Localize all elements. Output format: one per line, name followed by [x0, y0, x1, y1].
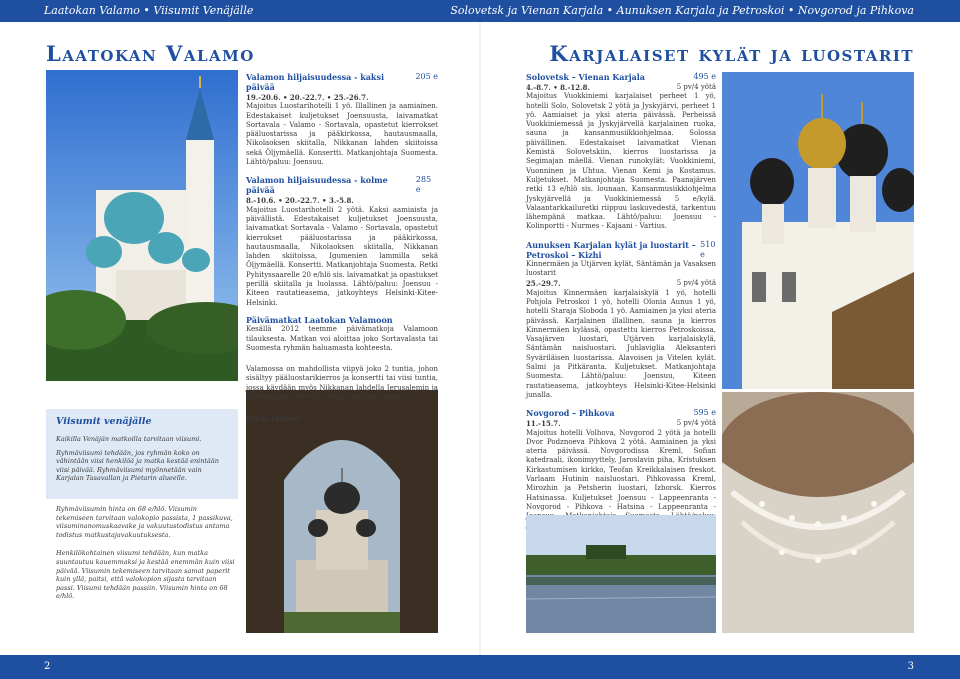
- trip-entry: [246, 175, 438, 308]
- page-number-left: 2: [44, 661, 51, 672]
- trip-dates: 8.-10.6. • 20.-22.7. • 3.-5.8.: [246, 196, 354, 206]
- right-text-column: [526, 72, 716, 536]
- right-page-title: Karjalaiset kylät ja luostarit: [549, 41, 914, 66]
- trip-description: Majoitus Kinnermäen karjalaiskylä 1 yö, hotelli Pohjola Petroskoi 1 yö, hotelli Olonia Aunus 1 yö, hotelli Staraja Sloboda 1 yö. Aamiainen ja yksi ateria päivässä. Karjalainen illallinen, sauna ja kierros Kinnermäen kylässä, opastettu kierros Petroskoissa, Vasajärven luostari, Utjärven karjalaiskylä, Säntämän naisluostari. Juhlaviglia Aleksanteri Syväriläisen luostarissa. Alavoisen ja Vitelen kylät. Salmi ja Pitkäranta. Kuljetukset. Matkanjohtaja Suomesta. Lähtö/paluu: Joensuu, Kiteen rautatieasema, jatkoyhteys Helsinki-Kitee-Helsinki junalla.: [526, 288, 716, 399]
- trip-duration: 5 pv/4 yötä: [676, 279, 716, 288]
- daytrip-extra: Valamossa on mahdollista viipyä joko 2 tuntia, johon sisältyy pääluostarikierros ja konsertti tai viisi tuntia, jossa käydään myös Nikkanan lahdella Jerusalemin ja Getsemanen skiitoilla, sekä nautitaan lounas.: [246, 365, 438, 402]
- visa-box-paragraph: Ryhmäviisumi tehdään, jos ryhmän koko on vähintään viisi henkilöä ja matka kestää enintään viisi päivää. Ryhmäviisumi myönnetään vain Karjalan Tasavallan ja Pietarin alueelle.: [56, 448, 219, 483]
- trip-dates: 19.-20.6. • 20.-22.7. • 25.-26.7.: [246, 93, 369, 102]
- photo-river-village: [526, 515, 716, 633]
- trip-dates: 25.-29.7.: [526, 279, 561, 289]
- photo-valaam-monastery: [46, 70, 238, 381]
- trip-entry: [526, 240, 716, 400]
- daytrip-title: Päivämatkat Laatokan Valamoon: [246, 314, 393, 325]
- top-bar: [0, 0, 960, 22]
- trip-description: Majoitus Luostarihotelli 1 yö. Illallinen ja aamiainen. Edestakaiset kuljetukset Joensuusta, laivamatkat Sortavala - Valamo - Sortavala, opastetut kierrokset pääluostarissa ja pääkirkossa, hautausmaalla, Nikolaoksen skiitalla, Nikkanan lahden skiitoissa sekä Öljymäellä. Konsertti. Matkanjohtaja Suomesta. Lähtö/paluu: Joensuu.: [246, 102, 438, 167]
- trip-title: Aunuksen Karjalan kylät ja luostarit – Petroskoi – Kizhi: [526, 239, 696, 260]
- trip-subtitle: Kinnermäen ja Utjärven kylät, Säntämän ja Vasaksen luostarit: [526, 259, 716, 278]
- daytrip-description: Kesällä 2012 teemme päivämatkoja Valamoon tilauksesta. Matkan voi aloittaa joko Sortavalasta tai Suomesta ryhmän haluamasta kohteesta.: [246, 325, 438, 352]
- page-spine: [479, 22, 481, 655]
- trip-price: 285 e: [415, 175, 432, 195]
- photo-cathedral-domes: [722, 72, 914, 389]
- trip-entry: [526, 408, 716, 531]
- trip-description: Majoitus hotelli Volhova, Novgorod 2 yötä ja hotelli Dvor Podznoeva Pihkova 2 yötä. Aamiainen ja yksi ateria päivässä. Novgorodissa Kreml, Sofian katedraali, ikonimyyttely, Jaroslavin piha, Kristuksen Kirkastumisen kirkko, Teofan Kreikkalaisen freskot. Varlaam Hutinin naisluostari. Pihkovassa Kreml, Mirozhin ja Petsherin luostari, Izborsk. Kierros Hatsinassa. Kuljetukset Joensuu - Lappeenranta - Novgorod - Pihkova - Hatsina - Lappeenranta -: [526, 428, 716, 511]
- left-text-column: [246, 72, 438, 424]
- left-page-title: Laatokan Valamo: [46, 41, 255, 66]
- ask-offer: Pyydä tarjous!: [246, 414, 303, 424]
- photo-church-through-arch: [246, 390, 438, 633]
- header-left: Laatokan Valamo • Viisumit Venäjälle: [44, 4, 254, 17]
- trip-description: Majoitus Luostarihotelli 2 yötä. Kaksi aamiaista ja päivällistä. Edestakaiset kuljetukset Joensuusta, laivamatkat Sortavala - Valamo - Sortavala, opastetut kierrokset pääluostarissa ja pääkirkossa, hautausmaalla, Nikolaoksen skiitalla, Nikkanan lahden skiitoissa, Igumenien lammilla sekä Öljymäellä. Konsertti. Matkanjohtaja Suomesta. Retki Pyhityssaarelle 20 e/hlö sis. laivamatkat ja opastukset perillä skiitalla ja luolassa. Lähtö/paluu: Joensuu - Kiteen rautatieasema, jatkoyhteys Helsinki-Kitee-Helsinki.: [246, 205, 438, 307]
- trip-description: Majoitus Vuokkiniemi karjalaiset perheet 1 yö, hotelli Solo, Solovetsk 2 yötä ja Jyskyjärvi, perheet 1 yö. Aamiaiset ja yksi ateria päivässä. Perheissä Vuokkiniemessä ja Jyskyjärvellä karjalainen ruoka, sauna ja kansanmusiikkiohjelmaa. Solossa päivällinen. Edestakaiset laivamatkat Vienan Kemistä Solovetskiin, kierros luostarissa ja Segimajan mäellä. Vienan runokylät: Vuokkiniemi, Vuonninen ja Uhtua. Vienan Kemi ja Kostamus. Kuljetukset. Matkanjohtaja Suomesta. Paanajärven retki 13 e/hlö sis. lounaan. Kansanmusiikkiohjelma Jyskyjärvellä ja Vuokkiniemessä 5 e/kylä. Valaantarkkailuretki riippuu laskuvedestä, tarkentuu lähempänä matkaa. Lähtö/paluu: Joensuu - Kolinportti - Nurmes - Kajaani - Vartius.: [526, 92, 716, 231]
- bottom-bar: [0, 655, 960, 679]
- trip-entry: [246, 72, 438, 167]
- trip-title: Solovetsk – Vienan Karjala: [526, 72, 645, 82]
- visa-note: Ryhmäviisumin hinta on 68 e/hlö. Viisumin tekemiseen tarvitaan valokopio passista, 1 passikuva, viisuminanomuskaavake ja vakuutustodistus antama todistus matkustajavakuutuksesta.: [56, 505, 233, 539]
- page-number-right: 3: [907, 661, 914, 672]
- visa-notes: [56, 505, 236, 611]
- visa-box-paragraph: Kaikilla Venäjän matkoilla tarvitaan viisumi.: [56, 435, 202, 443]
- visa-info-box: [46, 409, 238, 499]
- trip-price: 510 e: [700, 239, 716, 259]
- trip-price: 495 e: [693, 72, 716, 81]
- trip-title: Valamon hiljaisuudessa - kaksi päivää: [246, 72, 385, 92]
- visa-box-title: Viisumit venäjälle: [56, 416, 152, 427]
- trip-dates: 11.-15.7.: [526, 419, 561, 429]
- trip-title: Valamon hiljaisuudessa - kolme päivää: [246, 175, 388, 196]
- trip-entry: [526, 72, 716, 232]
- trip-price: 205 e: [415, 72, 439, 81]
- photo-embroidered-headdress: [722, 392, 914, 633]
- visa-note: Henkilökohtainen viisumi tehdään, kun matka suuntautuu kauemmaksi ja kestää enemmän kuin viisi päivää. Viisumin tekemiseen tarvitaan samat paperit kuin yllä, paitsi, että valokopion sijasta tarvitaan passi. Viisumi tehdään passiin. Viisumin hinta on 68 e/hlö.: [56, 549, 235, 601]
- trip-price: 595 e: [693, 408, 716, 418]
- trip-dates: 4.-8.7. • 8.-12.8.: [526, 83, 590, 92]
- header-right: Solovetsk ja Vienan Karjala • Aunuksen Karjala ja Petroskoi • Novgorod ja Pihkova: [450, 4, 914, 17]
- trip-title: Novgorod – Pihkova: [526, 408, 615, 419]
- trip-duration: 5 pv/4 yötä: [676, 83, 716, 91]
- trip-duration: 5 pv/4 yötä: [676, 419, 716, 428]
